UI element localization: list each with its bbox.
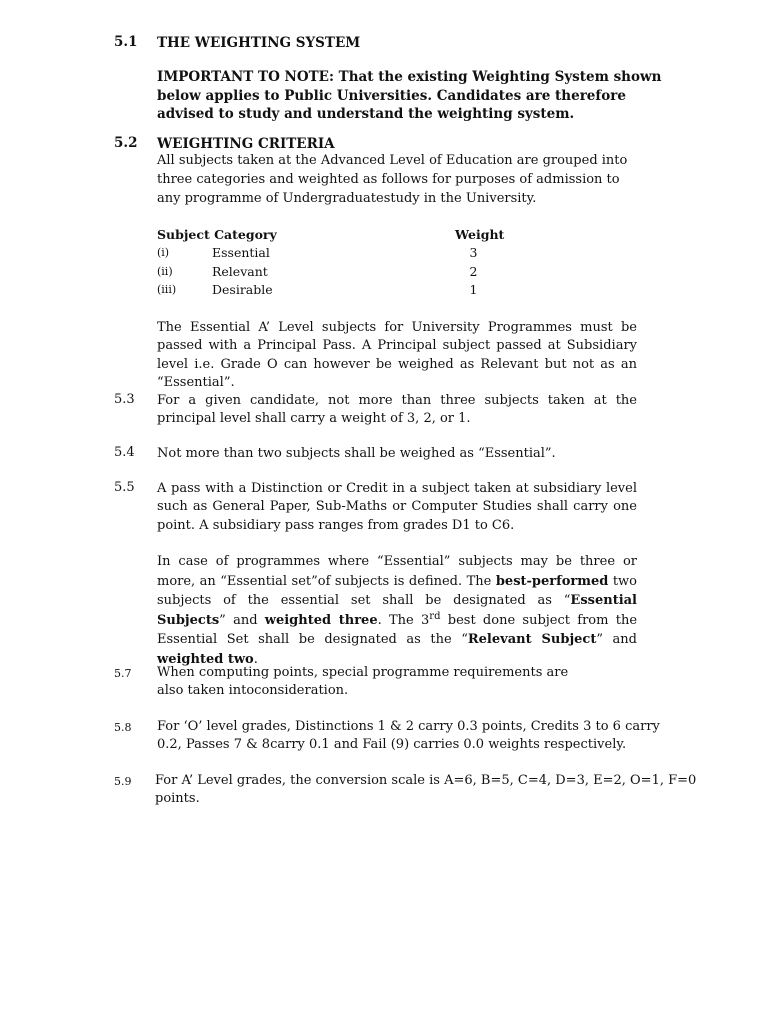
weighted-two-emphasis: weighted two xyxy=(157,651,254,667)
section-number-5-2: 5.2 xyxy=(114,135,138,151)
weighted-three-emphasis: weighted three xyxy=(264,612,378,628)
essential-subjects-paragraph: The Essential A’ Level subjects for University Programmes must be passed with a Principal Pass. A Principal subject passed at Subsidiary level i.e. Grade O can however be weighed as Relevant but not as an “Essential”. xyxy=(157,320,637,390)
section-number-5-3: 5.3 xyxy=(114,392,135,407)
section-number-5-8: 5.8 xyxy=(114,721,132,734)
essential-set-text-2: two subjects of the essential set shall be designated as “ xyxy=(157,573,638,608)
section-number-5-7: 5.7 xyxy=(114,667,132,680)
section-title-weighting-system: THE WEIGHTING SYSTEM xyxy=(157,35,361,51)
section-5-9-line-1: For A’ Level grades, the conversion scale is A=6, B=5, C=4, D=3, E=2, O=1, F=0 xyxy=(155,773,697,788)
table-row xyxy=(157,281,497,299)
essential-set-text-1: In case of programmes where “Essential” subjects may be three or more, an “Essential set”of subjects is defined. The xyxy=(157,554,637,589)
section-5-7-line-1: When computing points, special programme requirements are xyxy=(157,665,569,680)
ordinal-superscript: rd xyxy=(429,610,441,622)
weight-table xyxy=(157,226,505,299)
important-note: IMPORTANT TO NOTE: That the existing Weighting System shown below applies to Public Universities. Candidates are therefore advised to study and understand the weighting system. xyxy=(157,69,662,122)
section-5-4-text: Not more than two subjects shall be weighed as “Essential”. xyxy=(157,446,556,461)
row-weight: 3 xyxy=(469,245,478,261)
weight-header: Weight xyxy=(455,227,505,242)
essential-set-text-5: best done subject from the Essential Set shall be designated as the “ xyxy=(157,612,638,647)
essential-set-text-3: ” and xyxy=(219,612,265,628)
section-5-9-line-2: points. xyxy=(155,791,200,806)
essential-subjects-emphasis: Essential Subjects xyxy=(157,593,637,628)
row-weight: 2 xyxy=(469,263,478,279)
section-5-5-text: A pass with a Distinction or Credit in a subject taken at subsidiary level such as General Paper, Sub-Maths or Computer Studies shall carry one point. A subsidiary pass ranges from grades D1 to C6. xyxy=(157,481,637,533)
row-number: (ii) xyxy=(157,264,173,278)
essential-set-paragraph xyxy=(157,552,637,669)
row-category: Essential xyxy=(212,245,270,261)
section-number-5-4: 5.4 xyxy=(114,445,135,460)
weight-table-header xyxy=(157,226,505,244)
criteria-intro-line-1: All subjects taken at the Advanced Level of Education are grouped into xyxy=(157,153,628,168)
essential-set-text-6: ” and xyxy=(596,632,637,647)
criteria-intro-line-3: any programme of Undergraduatestudy in the University. xyxy=(157,191,537,206)
best-performed-emphasis: best-performed xyxy=(495,573,609,589)
section-number-5-9: 5.9 xyxy=(114,775,132,788)
section-5-8-line-2: 0.2, Passes 7 & 8carry 0.1 and Fail (9) carries 0.0 weights respectively. xyxy=(157,737,627,752)
section-5-3-text: For a given candidate, not more than three subjects taken at the principal level shall carry a weight of 3, 2, or 1. xyxy=(157,393,637,427)
section-number-5-1: 5.1 xyxy=(114,34,138,50)
subject-category-header: Subject Category xyxy=(157,227,277,242)
section-5-7-line-2: also taken intoconsideration. xyxy=(157,683,349,698)
section-title-weighting-criteria: WEIGHTING CRITERIA xyxy=(157,136,335,152)
row-category: Relevant xyxy=(212,263,268,279)
table-row xyxy=(157,263,497,281)
relevant-subject-emphasis: Relevant Subject xyxy=(467,632,597,647)
section-number-5-5: 5.5 xyxy=(114,480,135,495)
row-weight: 1 xyxy=(469,281,478,297)
row-category: Desirable xyxy=(212,281,273,297)
table-row xyxy=(157,244,497,262)
essential-set-text-7: . xyxy=(253,651,258,667)
criteria-intro-line-2: three categories and weighted as follows for purposes of admission to xyxy=(157,172,620,187)
row-number: (i) xyxy=(157,246,170,260)
section-5-8-line-1: For ‘O’ level grades, Distinctions 1 & 2 carry 0.3 points, Credits 3 to 6 carry xyxy=(157,719,660,734)
row-number: (iii) xyxy=(157,282,177,296)
essential-set-text-4: . The 3 xyxy=(377,612,430,628)
